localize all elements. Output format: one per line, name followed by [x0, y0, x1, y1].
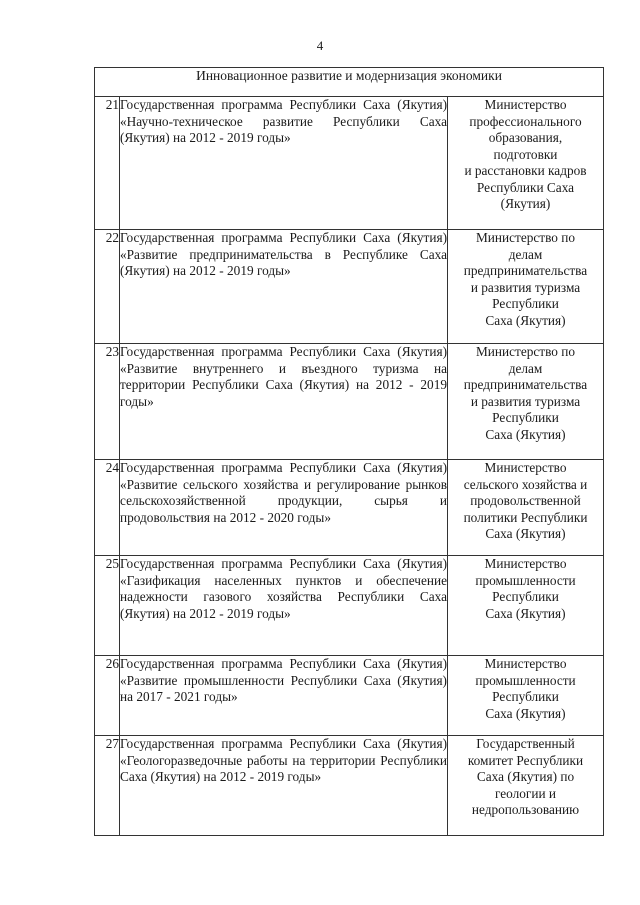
table-row — [95, 460, 604, 556]
responsible-ministry: Министерство промышленности Республики Саха (Якутия) — [448, 556, 604, 656]
row-number: 26 — [95, 656, 120, 736]
program-name: Государственная программа Республики Саха (Якутия) «Геологоразведочные работы на территории Республики Саха (Якутия) на 2012 - 2019 годы» — [120, 736, 448, 836]
section-heading: Инновационное развитие и модернизация экономики — [95, 68, 604, 97]
responsible-ministry: Министерство сельского хозяйства и продовольственной политики Республики Саха (Якутия) — [448, 460, 604, 556]
table-row — [95, 97, 604, 230]
responsible-ministry: Министерство по делам предпринимательства и развития туризма Республики Саха (Якутия) — [448, 230, 604, 344]
row-number: 22 — [95, 230, 120, 344]
responsible-ministry: Министерство профессионального образования, подготовки и расстановки кадров Республики Саха (Якутия) — [448, 97, 604, 230]
program-name: Государственная программа Республики Саха (Якутия) «Газификация населенных пунктов и обеспечение надежности газового хозяйства Республики Саха (Якутия) на 2012 - 2019 годы» — [120, 556, 448, 656]
row-number: 21 — [95, 97, 120, 230]
row-number: 23 — [95, 344, 120, 460]
program-name: Государственная программа Республики Саха (Якутия) «Развитие внутреннего и въездного туризма на территории Республики Саха (Якутия) на 2012 - 2019 годы» — [120, 344, 448, 460]
row-number: 25 — [95, 556, 120, 656]
programs-table — [94, 67, 604, 836]
row-number: 24 — [95, 460, 120, 556]
table-row — [95, 556, 604, 656]
row-number: 27 — [95, 736, 120, 836]
table-row — [95, 344, 604, 460]
program-name: Государственная программа Республики Саха (Якутия) «Научно-техническое развитие Республики Саха (Якутия) на 2012 - 2019 годы» — [120, 97, 448, 230]
responsible-ministry: Государственный комитет Республики Саха (Якутия) по геологии и недропользованию — [448, 736, 604, 836]
table-row — [95, 736, 604, 836]
program-name: Государственная программа Республики Саха (Якутия) «Развитие сельского хозяйства и регулирование рынков сельскохозяйственной продукции, сырья и продовольствия на 2012 - 2020 годы» — [120, 460, 448, 556]
responsible-ministry: Министерство промышленности Республики Саха (Якутия) — [448, 656, 604, 736]
table-row — [95, 656, 604, 736]
page-number: 4 — [316, 38, 324, 53]
program-name: Государственная программа Республики Саха (Якутия) «Развитие предпринимательства в Республике Саха (Якутия) на 2012 - 2019 годы» — [120, 230, 448, 344]
table-row — [95, 230, 604, 344]
responsible-ministry: Министерство по делам предпринимательства и развития туризма Республики Саха (Якутия) — [448, 344, 604, 460]
section-heading-row — [95, 68, 604, 97]
program-name: Государственная программа Республики Саха (Якутия) «Развитие промышленности Республики Саха (Якутия) на 2017 - 2021 годы» — [120, 656, 448, 736]
